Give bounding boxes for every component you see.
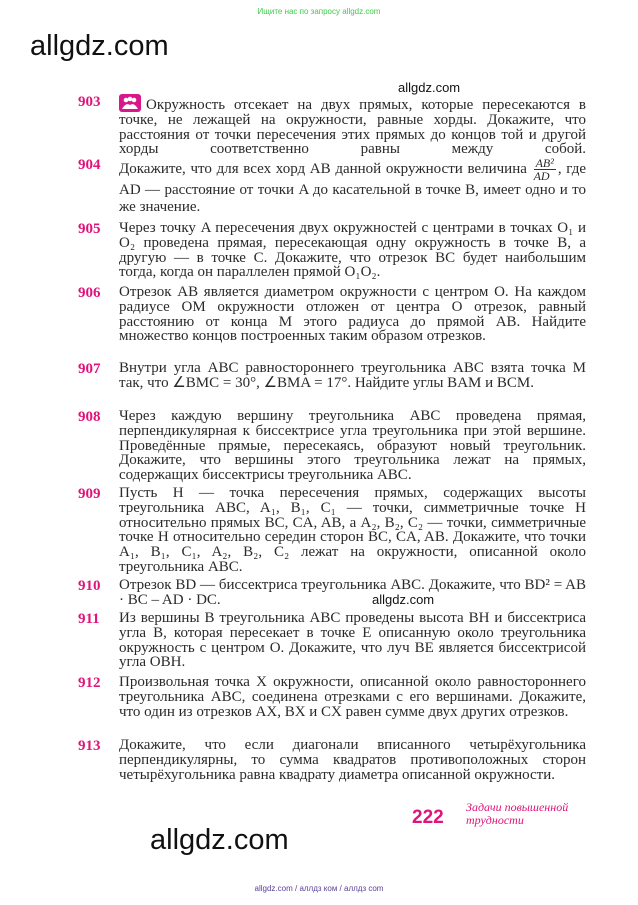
section-title: Задачи повышенной трудности xyxy=(466,800,569,827)
problem-number: 903 xyxy=(78,94,101,110)
problem-907 xyxy=(78,361,586,391)
problem-908 xyxy=(78,409,586,483)
problem-number: 910 xyxy=(78,578,101,594)
problem-number: 908 xyxy=(78,409,101,425)
problem-text: Произвольная точка X окружности, описанной около равностороннего треугольника ABC, соединена отрезками с его вершинами. Докажите, что один из отрезков AX, BX и CX равен сумме двух других отрезков. xyxy=(119,674,586,720)
problem-number: 911 xyxy=(78,611,100,627)
problem-text: Докажите, что для всех хорд AB данной окружности величина xyxy=(119,160,527,177)
problem-text: Отрезок BD — биссектриса треугольника ABC. Докажите, что BD² = AB · BC – AD · DC. xyxy=(119,577,586,608)
problem-number: 912 xyxy=(78,675,101,691)
problem-number: 913 xyxy=(78,738,101,754)
problem-913 xyxy=(78,738,586,782)
problem-number: 904 xyxy=(78,157,101,173)
problem-909 xyxy=(78,486,586,575)
fraction: $\frac{\text{AB²}}{AD}$ xyxy=(533,156,554,183)
problem-911 xyxy=(78,611,586,670)
problem-904 xyxy=(78,157,586,216)
watermark-footer: allgdz.com / аллдз ком / аллдз com xyxy=(254,884,384,893)
problem-text: , где AD — расстояние от точки A до касательной в точке B, имеет одно и то же значение. xyxy=(119,160,586,215)
watermark-small: allgdz.com xyxy=(372,592,435,607)
problem-number: 907 xyxy=(78,361,101,377)
problem-number: 909 xyxy=(78,486,101,502)
problem-903 xyxy=(78,94,586,157)
problem-text: Докажите, что если диагонали вписанного четырёхугольника перпендикулярны, то сумма квадратов противоположных сторон четырёхугольника равна квадрату диаметра описанной окружности. xyxy=(119,737,586,783)
problem-text: Внутри угла ABC равностороннего треугольника ABC взята точка M так, что ∠BMC = 30°, ∠BMA = 17°. Найдите углы BAM и BCM. xyxy=(119,360,586,391)
problem-906 xyxy=(78,285,586,344)
watermark-small: allgdz.com xyxy=(398,80,461,95)
problem-text: Через точку A пересечения двух окружностей с центрами в точках O₁ и O₂ проведена прямая, пересекающая одну окружность в точке B, а другую — в точке C. Докажите, что отрезок BC будет наибольшим тогда, когда он параллелен прямой O₁O₂. xyxy=(119,220,586,281)
watermark-large: allgdz.com xyxy=(150,824,289,856)
problem-text: Из вершины B треугольника ABC проведены высота BH и биссектриса угла B, которая пересекает в точке E описанную около треугольника окружность с центром O. Докажите, что луч BE является биссектрисой угла OBH. xyxy=(119,610,586,671)
watermark-top: Ищите нас по запросу allgdz.com xyxy=(257,7,381,16)
problem-text: Отрезок AB является диаметром окружности с центром O. На каждом радиусе OM окружности отложен от центра O отрезок, равный расстоянию от конца M этого радиуса до прямой AB. Найдите множество концов построенных таким образом отрезков. xyxy=(119,284,586,345)
page-number: 222 xyxy=(412,807,444,828)
watermark-large: allgdz.com xyxy=(30,30,169,62)
problem-number: 905 xyxy=(78,221,101,237)
problem-text: Окружность отсекает на двух прямых, которые пересекаются в точке, не лежащей на окружности, равные хорды. Докажите, что расстояния от точки пересечения этих прямых до концов той и другой хорды соответственно равны между собой. xyxy=(119,97,586,158)
problem-905 xyxy=(78,221,586,280)
problem-number: 906 xyxy=(78,285,101,301)
problem-912 xyxy=(78,675,586,719)
problem-text: Пусть H — точка пересечения прямых, содержащих высоты треугольника ABC, A₁, B₁, C₁ — точки, симметричные точке H относительно прямых BC, CA, AB, а A₂, B₂, C₂ — точки, симметричные точке H относительно середин сторон BC, CA, AB. Докажите, что точки A₁, B₁, C₁, A₂, B₂, C₂ лежат на окружности, описанной около треугольника ABC. xyxy=(119,485,586,575)
group-work-icon xyxy=(119,94,141,112)
problem-910 xyxy=(78,578,586,608)
problem-text: Через каждую вершину треугольника ABC проведена прямая, перпендикулярная к биссектрисе угла треугольника при этой вершине. Проведённые прямые, пересекаясь, образуют новый треугольник. Докажите, что вершины этого треугольника лежат на прямых, содержащих биссектрисы треугольника ABC. xyxy=(119,408,586,484)
